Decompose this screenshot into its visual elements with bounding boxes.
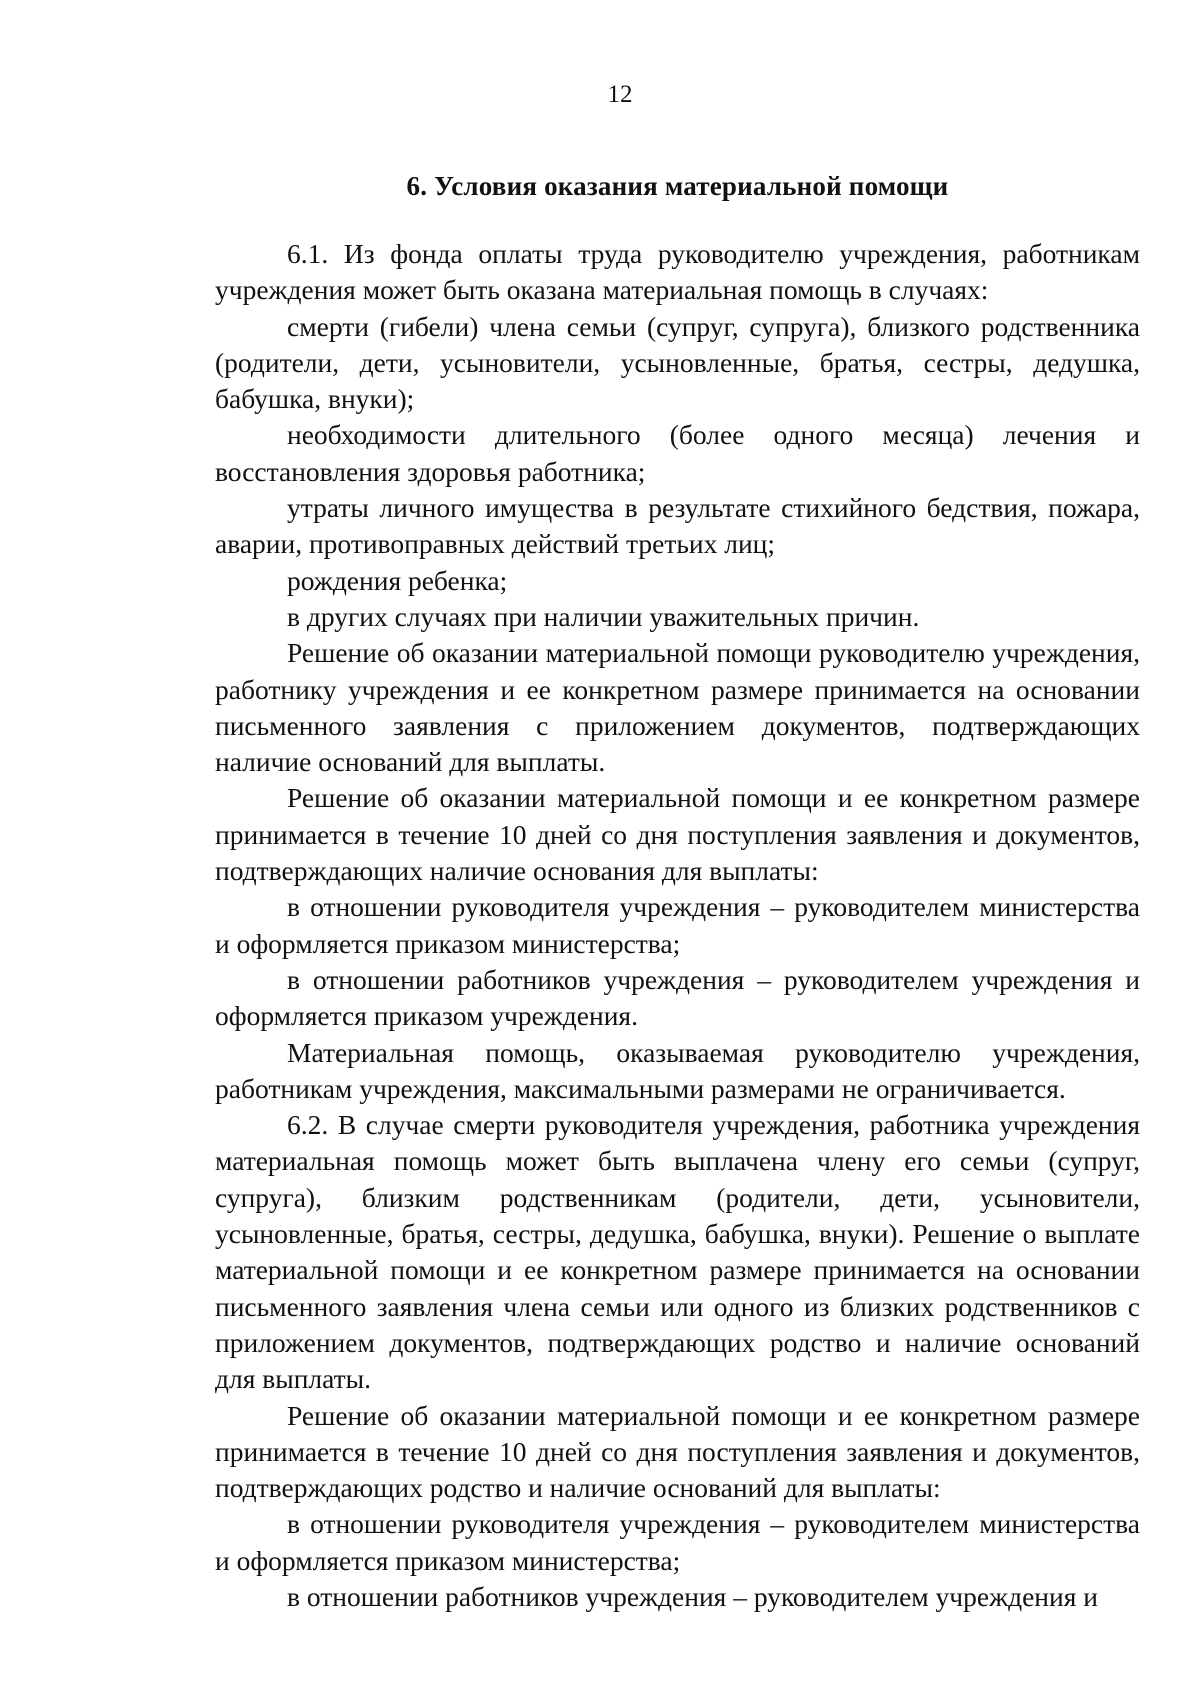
paragraph: в отношении руководителя учреждения – руководителем министерства и оформляется приказом министерства; (215, 891, 1140, 959)
paragraph: смерти (гибели) члена семьи (супруг, супруга), близкого родственника (родители, дети, усыновители, усыновленные, братья, сестры, дедушка, бабушка, внуки); (215, 310, 1140, 415)
paragraph: Решение об оказании материальной помощи и ее конкретном размере принимается в течение 10 дней со дня поступления заявления и документов, подтверждающих родство и наличие оснований для выплаты: (215, 1399, 1140, 1504)
paragraph: в других случаях при наличии уважительных причин. (287, 600, 920, 632)
paragraph: Материальная помощь, оказываемая руководителю учреждения, работникам учреждения, максимальными размерами не ограничивается. (215, 1036, 1140, 1104)
paragraph: рождения ребенка; (287, 564, 508, 596)
paragraph: утраты личного имущества в результате стихийного бедствия, пожара, аварии, противоправных действий третьих лиц; (215, 492, 1140, 560)
paragraph: Решение об оказании материальной помощи и ее конкретном размере принимается в течение 10 дней со дня поступления заявления и документов, подтверждающих наличие основания для выплаты: (215, 782, 1140, 887)
paragraph: необходимости длительного (более одного месяца) лечения и восстановления здоровья работника; (215, 419, 1140, 487)
paragraph: Решение об оказании материальной помощи руководителю учреждения, работнику учреждения и ее конкретном размере принимается на основании письменного заявления с приложением документов, подтверждающих наличие оснований для выплаты. (215, 637, 1140, 778)
paragraph: 6.2. В случае смерти руководителя учреждения, работника учреждения материальная помощь может быть выплачена члену его семьи (супруг, супруга), близким родственникам (родители, дети, усыновители, усыновленные, братья, сестры, дедушка, бабушка, внуки). Решение о выплате материальной помощи и ее конкретном размере принимается на основании письменного заявления члена семьи или одного из близких родственников с приложением документов, подтверждающих родство и наличие оснований для выплаты. (215, 1109, 1140, 1395)
document-body (215, 236, 1140, 1615)
section-title: 6. Условия оказания материальной помощи (406, 171, 949, 201)
paragraph: в отношении руководителя учреждения – руководителем министерства и оформляется приказом министерства; (215, 1508, 1140, 1576)
page-number: 12 (607, 81, 633, 108)
paragraph: в отношении работников учреждения – руководителем учреждения и (287, 1580, 1098, 1612)
paragraph: 6.1. Из фонда оплаты труда руководителю учреждения, работникам учреждения может быть оказана материальная помощь в случаях: (215, 238, 1140, 306)
paragraph: в отношении работников учреждения – руководителем учреждения и оформляется приказом учреждения. (215, 963, 1140, 1032)
